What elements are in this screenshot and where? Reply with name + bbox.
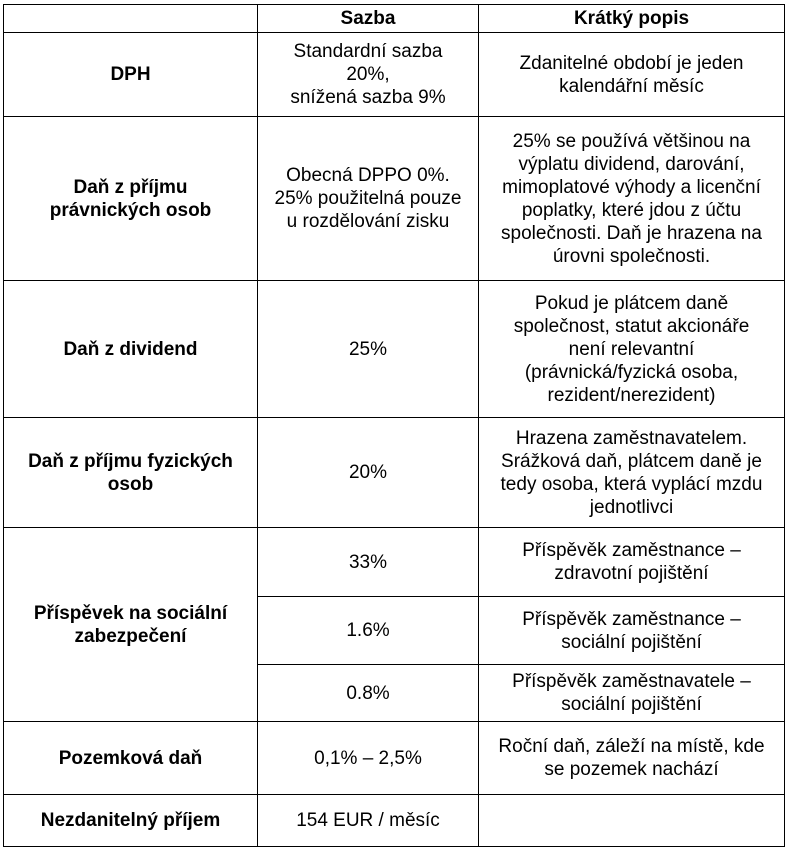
header-empty [4, 5, 258, 33]
rate-cell [258, 418, 479, 528]
table-row [4, 33, 785, 117]
description-text: Hrazena zaměstnavatelem. Srážková daň, plátcem daně je tedy osoba, která vyplácí mzdu jednotlivci [500, 427, 763, 518]
header-row [4, 5, 785, 33]
description-text: Roční daň, záleží na místě, kde se pozemek nachází [498, 736, 765, 780]
rate-cell [258, 722, 479, 795]
row-label [4, 418, 258, 528]
rate-cell [258, 597, 479, 665]
rate-cell [258, 117, 479, 281]
row-label-text: Daň z příjmu fyzických osob [28, 450, 233, 495]
description-cell [479, 281, 785, 418]
rate-cell [258, 33, 479, 117]
rate-text: 0.8% [346, 682, 390, 704]
row-label [4, 722, 258, 795]
table-row [4, 722, 785, 795]
table-row [4, 418, 785, 528]
table-row [4, 281, 785, 418]
row-label-text: DPH [110, 64, 151, 85]
rate-cell [258, 528, 479, 597]
description-text: Příspěvěk zaměstnance – zdravotní pojištění [522, 540, 741, 584]
table-row [4, 117, 785, 281]
description-cell [479, 722, 785, 795]
rate-cell [258, 665, 479, 722]
row-label-text: Daň z příjmu právnických osob [49, 176, 212, 221]
row-label [4, 528, 258, 722]
description-text: 25% se používá většinou na výplatu dividend, darování, mimoplatové výhody a licenční poplatky, které jdou z účtu společnosti. Daň je hrazena na úrovni společnosti. [501, 130, 762, 267]
row-label [4, 281, 258, 418]
description-text: Zdanitelné období je jeden kalendářní měsíc [519, 52, 744, 97]
rate-text: 0,1% – 2,5% [314, 747, 422, 769]
rate-text: Obecná DPPO 0%. 25% použitelná pouze u rozdělování zisku [274, 165, 462, 232]
description-cell [479, 418, 785, 528]
rate-text: Standardní sazba 20%, snížená sazba 9% [290, 41, 446, 108]
description-cell [479, 33, 785, 117]
table-row [4, 528, 785, 597]
row-label-text: Daň z dividend [63, 338, 198, 360]
row-label-text: Nezdanitelný příjem [40, 810, 221, 831]
rate-text: 25% [348, 338, 388, 360]
rate-text: 20% [348, 462, 388, 483]
tax-table [3, 4, 785, 847]
header-rate: Sazba [258, 5, 479, 33]
description-cell [479, 665, 785, 722]
rate-text: 1.6% [346, 620, 390, 641]
rate-text: 154 EUR / měsíc [296, 810, 440, 831]
description-cell [479, 597, 785, 665]
table-row [4, 795, 785, 847]
description-text: Příspěvěk zaměstnance – sociální pojištění [522, 608, 741, 653]
row-label-text: Příspěvek na sociální zabezpečení [33, 602, 228, 647]
description-text: Pokud je plátcem daně společnost, statut akcionáře není relevantní (právnická/fyzická osoba, rezident/nerezident) [513, 292, 750, 406]
row-label [4, 33, 258, 117]
row-label-text: Pozemková daň [58, 747, 203, 769]
rate-text: 33% [348, 551, 388, 573]
description-text: Příspěvěk zaměstnavatele – sociální pojištění [512, 671, 751, 715]
description-cell [479, 528, 785, 597]
description-cell [479, 795, 785, 847]
header-description: Krátký popis [479, 5, 785, 33]
description-cell [479, 117, 785, 281]
rate-cell [258, 281, 479, 418]
row-label [4, 117, 258, 281]
row-label [4, 795, 258, 847]
rate-cell [258, 795, 479, 847]
